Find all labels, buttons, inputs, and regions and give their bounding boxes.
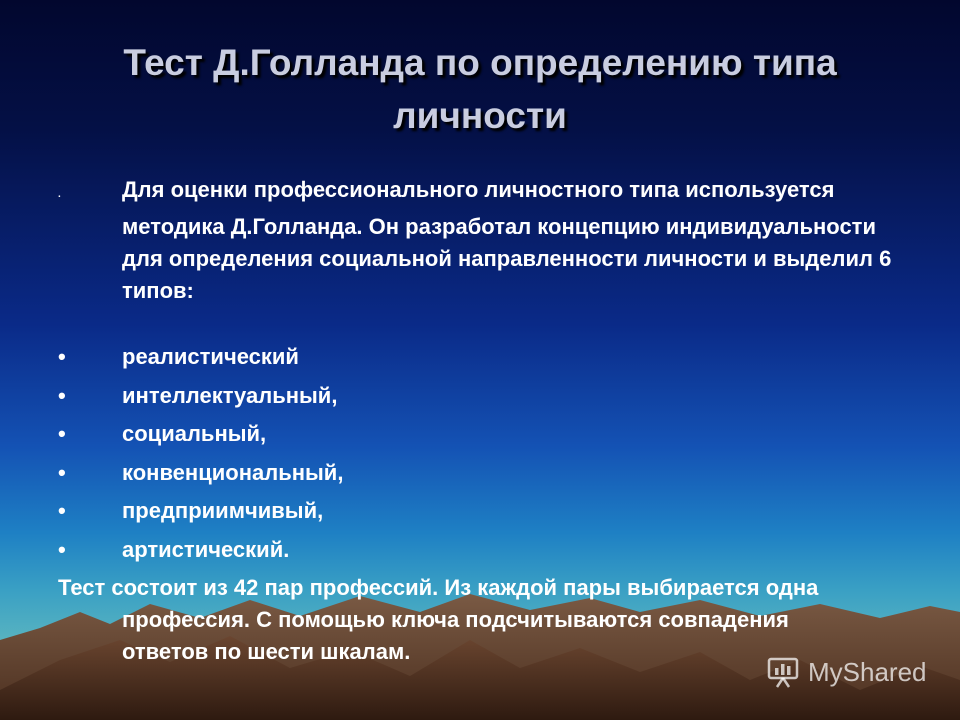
personality-type-list xyxy=(58,338,858,569)
bullet: • xyxy=(58,498,66,523)
bullet: • xyxy=(58,344,66,369)
watermark xyxy=(766,650,927,694)
type-label: реалистический xyxy=(122,344,299,369)
bullet: • xyxy=(58,459,66,485)
list-item xyxy=(58,531,858,570)
list-item xyxy=(58,377,858,416)
slide-title xyxy=(40,36,920,142)
type-label: артистический. xyxy=(122,536,290,562)
bullet: • xyxy=(58,421,66,446)
bullet: • xyxy=(58,536,66,562)
list-item xyxy=(58,338,858,377)
type-label: интеллектуальный, xyxy=(122,382,338,408)
title-line-2: личности xyxy=(393,95,567,136)
bullet: • xyxy=(58,382,66,408)
watermark-label: MyShared xyxy=(808,656,927,687)
list-item xyxy=(58,454,858,493)
intro-paragraph xyxy=(58,174,922,307)
title-line-1: Тест Д.Голланда по определению типа xyxy=(123,42,837,83)
intro-lead: . xyxy=(58,189,61,200)
list-item xyxy=(58,492,858,531)
type-label: социальный, xyxy=(122,421,267,446)
presentation-board-icon xyxy=(766,655,800,689)
outro-paragraph: Тест состоит из 42 пар профессий. Из каждой пары выбирается одна профессия. С помощью ключа подсчитываются совпадения ответов по шести шкалам. xyxy=(58,575,819,664)
type-label: конвенциональный, xyxy=(122,459,344,485)
type-label: предприимчивый, xyxy=(122,498,324,523)
list-item xyxy=(58,415,858,454)
intro-text: Для оценки профессионального личностного типа используется методика Д.Голланда. Он разработал концепцию индивидуальности для определения социальной направленности личности и выделил 6 типов: xyxy=(122,177,892,303)
